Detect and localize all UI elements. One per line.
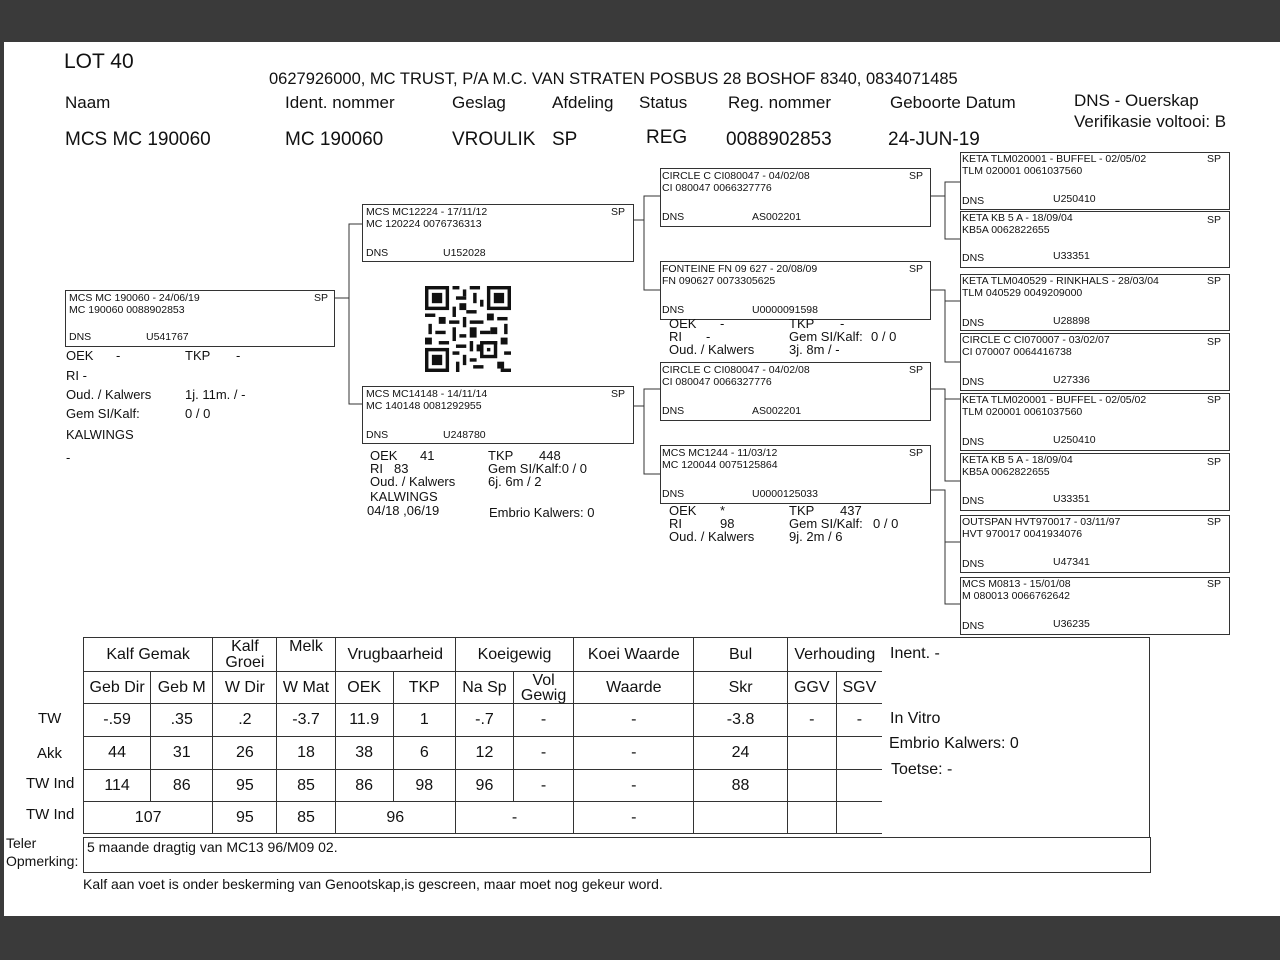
grandparent-box [660,168,931,227]
table-cell: -.7 [455,704,513,737]
grandparent-code: AS002201 [752,405,802,417]
great-grandparent-dns: DNS [962,195,985,207]
gp4-tkp-label: TKP [789,503,815,518]
sire-dns: DNS [366,247,389,259]
header-afdeling: Afdeling [552,93,614,112]
toetse-text: Toetse: - [891,761,953,778]
grandparent-dns: DNS [662,488,685,500]
sire-title: MCS MC12224 - 17/11/12 [366,206,488,218]
subhead-w-dir: W Dir [213,672,277,704]
main-box-title: MCS MC 190060 - 24/06/19 [69,292,200,304]
dam-box [362,386,634,444]
great-grandparent-box [960,393,1230,451]
dam-tkp-value: 448 [539,448,561,463]
subhead-skr: Skr [694,672,787,704]
great-grandparent-code: U33351 [1053,250,1090,262]
dam-code: U248780 [443,429,486,441]
great-grandparent-code: U33351 [1053,493,1090,505]
great-grandparent-title: KETA KB 5 A - 18/09/04 [962,212,1073,224]
animal-status: REG [646,127,688,148]
table-cell: 85 [277,770,335,802]
subhead-oek: OEK [335,672,393,704]
group-verhouding: Verhouding [787,638,882,672]
table-cell [787,770,836,802]
dam-oek-label: OEK [370,448,398,463]
great-grandparent-box [960,152,1230,210]
main-ri: RI - [66,368,87,383]
great-grandparent-code: U28898 [1053,315,1090,327]
great-grandparent-box [960,211,1230,268]
dam-title: MCS MC14148 - 14/11/14 [366,388,488,400]
great-grandparent-dns: DNS [962,620,985,632]
great-grandparent-box [960,453,1230,511]
dam-kalwings-label: KALWINGS [370,489,438,504]
grandparent-ids: CI 080047 0066327776 [662,182,772,194]
great-grandparent-dns: DNS [962,495,985,507]
gp2-ri-label: RI [669,329,682,344]
table-cell: 114 [84,770,151,802]
grandparent-code: AS002201 [752,211,802,223]
main-oek-value: - [116,348,121,363]
dam-kalwings-value: 04/18 ,06/19 [367,503,440,518]
great-grandparent-ids: M 080013 0066762642 [962,590,1071,602]
main-kalwings-label: KALWINGS [66,427,134,442]
table-cell [787,802,836,834]
grandparent-box [660,362,931,421]
grandparent-title: CIRCLE C CI080047 - 04/02/08 [662,170,810,182]
main-oud-value: 1j. 11m. / - [185,387,246,402]
table-cell: 95 [213,802,277,834]
table-cell: 31 [151,737,213,770]
header-verifikasie: Verifikasie voltooi: B [1074,112,1227,131]
group-kalf-gemak: Kalf Gemak [84,638,213,672]
group-koeigewig: Koeigewig [455,638,573,672]
grandparent-title: CIRCLE C CI080047 - 04/02/08 [662,364,810,376]
qr-code-image [423,286,513,372]
header-dns: DNS - Ouerskap [1074,91,1199,110]
great-grandparent-box [960,333,1230,391]
great-grandparent-ids: KB5A 0062822655 [962,466,1050,478]
grandparent-title: FONTEINE FN 09 627 - 20/08/09 [662,263,818,275]
main-box-sp: SP [313,292,328,304]
invitro-text: In Vitro [890,710,941,727]
grandparent-ids: MC 120044 0075125864 [662,459,778,471]
row-label-tw: TW [38,710,62,727]
table-cell: 85 [277,802,335,834]
table-cell: - [574,737,694,770]
animal-geboorte: 24-JUN-19 [888,129,980,150]
dam-ids: MC 140148 0081292955 [366,400,482,412]
main-gem-value: 0 / 0 [185,406,211,421]
table-cell: - [455,802,573,834]
opmerking-text: 5 maande dragtig van MC13 96/M09 02. [87,839,338,855]
main-tkp-label: TKP [185,348,211,363]
subhead-vol-gewig [514,672,574,704]
table-cell: - [514,704,574,737]
table-cell: 26 [213,737,277,770]
gp2-oek-value: - [720,316,725,331]
group-koei-waarde: Koei Waarde [574,638,694,672]
row-label-twind-2: TW Ind [26,806,75,823]
main-box-dns: DNS [69,331,92,343]
table-cell: - [574,802,694,834]
table-cell [836,770,882,802]
great-grandparent-dns: DNS [962,558,985,570]
table-cell: .35 [151,704,213,737]
table-cell: 24 [694,737,787,770]
table-cell: 86 [335,770,393,802]
gp4-gem-label: Gem SI/Kalf: [789,516,863,531]
gp4-oek-value: * [720,503,726,518]
table-cell: 95 [213,770,277,802]
gp2-oek-label: OEK [669,316,697,331]
main-gem-label: Gem SI/Kalf: [66,406,140,421]
grandparent-ids: FN 090627 0073305625 [662,275,776,287]
table-cell: 98 [393,770,455,802]
table-cell: 88 [694,770,787,802]
table-cell: - [514,770,574,802]
table-cell: 6 [393,737,455,770]
subhead-na-sp: Na Sp [455,672,513,704]
dam-sp: SP [610,388,625,400]
table-cell: 86 [151,770,213,802]
table-row-twind [84,770,883,802]
main-box-ids: MC 190060 0088902853 [69,304,185,316]
great-grandparent-title: MCS M0813 - 15/01/08 [962,578,1071,590]
dam-dns: DNS [366,429,389,441]
great-grandparent-ids: TLM 020001 0061037560 [962,165,1083,177]
table-cell [787,737,836,770]
gp4-gem-value: 0 / 0 [873,516,899,531]
table-cell: - [514,737,574,770]
great-grandparent-ids: KB5A 0062822655 [962,224,1050,236]
great-grandparent-ids: CI 070007 0064416738 [962,346,1072,358]
table-cell [836,737,882,770]
grandparent-dns: DNS [662,405,685,417]
dam-oek-value: 41 [420,448,435,463]
dam-embrio: Embrio Kalwers: 0 [489,505,595,520]
gp4-oud-label: Oud. / Kalwers [669,529,755,544]
grandparent-sp: SP [908,263,923,275]
sire-sp: SP [610,206,625,218]
group-bul: Bul [694,638,787,672]
header-ident: Ident. nommer [285,93,395,112]
grandparent-dns: DNS [662,211,685,223]
table-cell: 96 [335,802,455,834]
gp4-oek-label: OEK [669,503,697,518]
opmerking-box [83,837,1151,873]
header-geboorte: Geboorte Datum [890,93,1016,112]
great-grandparent-dns: DNS [962,436,985,448]
table-row-twind-combined [84,802,883,834]
table-cell: 38 [335,737,393,770]
table-cell: -3.8 [694,704,787,737]
animal-afdeling: SP [552,129,578,150]
header-geslag: Geslag [452,93,506,112]
great-grandparent-box [960,515,1230,573]
breeding-values-table [83,637,883,834]
table-row-akk [84,737,883,770]
great-grandparent-sp: SP [1206,153,1221,165]
subhead-vol-gewig-text: Vol Gewig [520,671,567,704]
subhead-sgv: SGV [836,672,882,704]
sire-box [362,204,634,262]
table-cell [694,802,787,834]
great-grandparent-dns: DNS [962,376,985,388]
table-cell: - [574,770,694,802]
subhead-tkp: TKP [393,672,455,704]
great-grandparent-sp: SP [1206,456,1221,468]
great-grandparent-code: U47341 [1053,556,1090,568]
grandparent-sp: SP [908,447,923,459]
dam-ri-value: 83 [394,461,409,476]
gp4-ri-value: 98 [720,516,735,531]
grandparent-title: MCS MC1244 - 11/03/12 [662,447,778,459]
great-grandparent-title: KETA TLM020001 - BUFFEL - 02/05/02 [962,153,1147,165]
main-box-code: U541767 [146,331,189,343]
great-grandparent-title: OUTSPAN HVT970017 - 03/11/97 [962,516,1121,528]
animal-ident: MC 190060 [285,129,384,150]
teler-opmerking-label: Teler Opmerking: [6,835,79,869]
dam-ri-label: RI [370,461,383,476]
dam-oud-label: Oud. / Kalwers [370,474,456,489]
row-label-twind: TW Ind [26,775,75,792]
gp2-gem-value: 0 / 0 [871,329,897,344]
gp2-oud-value: 3j. 8m / - [789,342,840,357]
gp2-gem-label: Gem SI/Kalf: [789,329,863,344]
footer-note: Kalf aan voet is onder beskerming van Genootskap,is gescreen, maar moet nog gekeur word. [83,876,663,892]
grandparent-ids: CI 080047 0066327776 [662,376,772,388]
gp2-tkp-value: - [840,316,845,331]
animal-naam: MCS MC 190060 [65,129,211,150]
great-grandparent-sp: SP [1206,394,1221,406]
great-grandparent-ids: TLM 020001 0061037560 [962,406,1083,418]
table-cell: - [574,704,694,737]
subhead-ggv: GGV [787,672,836,704]
subhead-geb-m: Geb M [151,672,213,704]
great-grandparent-code: U250410 [1053,193,1096,205]
grandparent-box [660,261,931,320]
group-kalf-groei-text: Kalf Groei [225,637,265,671]
table-cell: .2 [213,704,277,737]
table-cell: 18 [277,737,335,770]
great-grandparent-sp: SP [1206,578,1221,590]
great-grandparent-title: KETA KB 5 A - 18/09/04 [962,454,1073,466]
grandparent-code: U0000125033 [752,488,818,500]
main-oud-label: Oud. / Kalwers [66,387,152,402]
great-grandparent-code: U250410 [1053,434,1096,446]
gp2-tkp-label: TKP [789,316,815,331]
row-label-akk: Akk [37,745,63,762]
great-grandparent-sp: SP [1206,275,1221,287]
subhead-waarde: Waarde [574,672,694,704]
header-naam: Naam [65,93,111,112]
table-row-tw [84,704,883,737]
table-cell: 12 [455,737,513,770]
great-grandparent-code: U36235 [1053,618,1090,630]
table-cell: 107 [84,802,213,834]
dam-oud-value: 6j. 6m / 2 [488,474,542,489]
table-cell: -.59 [84,704,151,737]
great-grandparent-ids: TLM 040529 0049209000 [962,287,1083,299]
table-cell: - [836,704,882,737]
main-kalwings-value: - [66,450,71,465]
table-cell: 11.9 [335,704,393,737]
gp4-tkp-value: 437 [840,503,862,518]
header-reg: Reg. nommer [728,93,831,112]
header-status: Status [639,93,688,112]
table-cell: 44 [84,737,151,770]
great-grandparent-dns: DNS [962,317,985,329]
great-grandparent-box [960,577,1230,635]
great-grandparent-ids: HVT 970017 0041934076 [962,528,1083,540]
group-kalf-groei [213,638,277,672]
grandparent-box [660,445,931,504]
great-grandparent-title: CIRCLE C CI070007 - 03/02/07 [962,334,1110,346]
great-grandparent-sp: SP [1206,516,1221,528]
lot-number: LOT 40 [64,50,134,73]
pedigree-document [4,42,1280,916]
table-cell: - [787,704,836,737]
subhead-geb-dir: Geb Dir [84,672,151,704]
great-grandparent-title: KETA TLM040529 - RINKHALS - 28/03/04 [962,275,1159,287]
table-cell: 96 [455,770,513,802]
great-grandparent-box [960,274,1230,331]
gp2-ri-value: - [706,329,711,344]
main-tkp-value: - [236,348,241,363]
table-cell: 1 [393,704,455,737]
grandparent-dns: DNS [662,304,685,316]
embrio-text: Embrio Kalwers: 0 [889,735,1019,752]
animal-reg: 0088902853 [726,129,832,150]
gp2-oud-label: Oud. / Kalwers [669,342,755,357]
animal-geslag: VROULIK [452,129,536,150]
great-grandparent-sp: SP [1206,336,1221,348]
dam-tkp-label: TKP [488,448,514,463]
dam-gem: Gem SI/Kalf:0 / 0 [488,461,587,476]
group-vrugbaarheid: Vrugbaarheid [335,638,455,672]
owner-line: 0627926000, MC TRUST, P/A M.C. VAN STRATEN POSBUS 28 BOSHOF 8340, 0834071485 [269,70,958,88]
great-grandparent-sp: SP [1206,214,1221,226]
gp4-oud-value: 9j. 2m / 6 [789,529,843,544]
group-melk: Melk [277,638,335,672]
great-grandparent-dns: DNS [962,252,985,264]
great-grandparent-code: U27336 [1053,374,1090,386]
sire-code: U152028 [443,247,486,259]
main-oek-label: OEK [66,348,94,363]
grandparent-sp: SP [908,364,923,376]
sire-ids: MC 120224 0076736313 [366,218,482,230]
table-cell [836,802,882,834]
main-animal-box [65,290,335,347]
inent-text: Inent. - [890,645,940,662]
grandparent-sp: SP [908,170,923,182]
gp4-ri-label: RI [669,516,682,531]
subhead-w-mat: W Mat [277,672,335,704]
great-grandparent-title: KETA TLM020001 - BUFFEL - 02/05/02 [962,394,1147,406]
grandparent-code: U0000091598 [752,304,818,316]
table-cell: -3.7 [277,704,335,737]
